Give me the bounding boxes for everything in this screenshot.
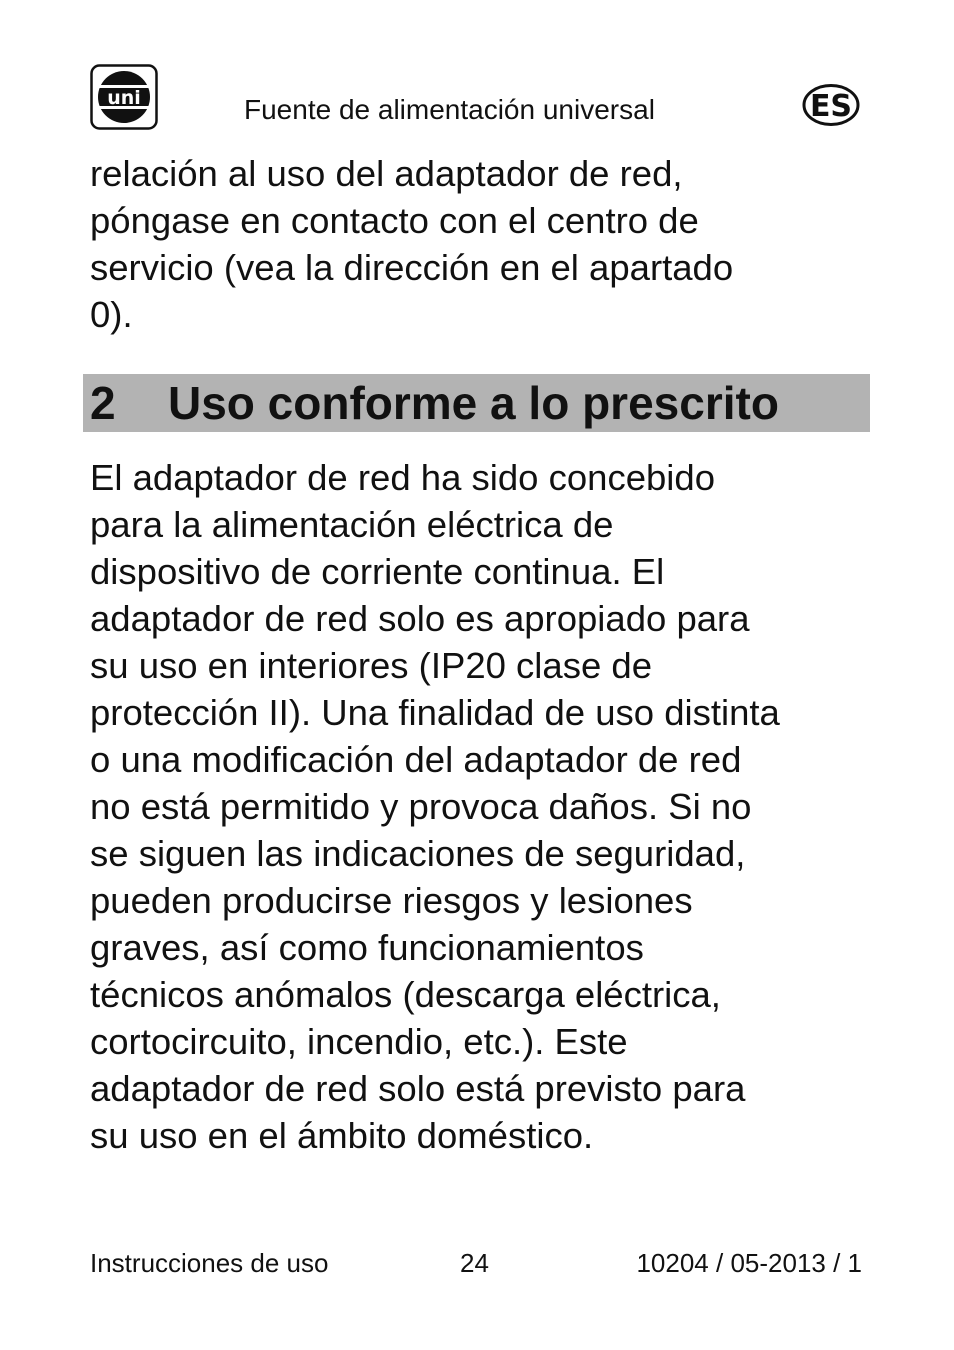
footer-page-number: 24 [460, 1248, 489, 1278]
body-line: protección II). Una finalidad de uso distinta [90, 692, 780, 733]
body-line: se siguen las indicaciones de seguridad, [90, 833, 746, 874]
body-line: cortocircuito, incendio, etc.). Este [90, 1021, 628, 1062]
section-heading [83, 374, 870, 432]
body-paragraph [90, 454, 880, 1159]
body-line: técnicos anómalos (descarga eléctrica, [90, 974, 721, 1015]
body-line: o una modificación del adaptador de red [90, 739, 742, 780]
body-line: no está permitido y provoca daños. Si no [90, 786, 752, 827]
body-line: su uso en el ámbito doméstico. [90, 1115, 594, 1156]
body-line: su uso en interiores (IP20 clase de [90, 645, 653, 686]
intro-paragraph [90, 150, 880, 338]
footer-document-type: Instrucciones de uso [90, 1248, 329, 1278]
intro-line: servicio (vea la dirección en el apartado [90, 247, 734, 288]
body-line: El adaptador de red ha sido concebido [90, 457, 716, 498]
body-line: para la alimentación eléctrica de [90, 504, 614, 545]
body-line: dispositivo de corriente continua. El [90, 551, 665, 592]
body-line: pueden producirse riesgos y lesiones [90, 880, 693, 921]
language-code: ES [809, 89, 853, 124]
logo-text: uni [107, 87, 141, 109]
intro-line: 0). [90, 294, 133, 335]
body-line: adaptador de red solo está previsto para [90, 1068, 746, 1109]
footer-document-code: 10204 / 05-2013 / 1 [636, 1248, 862, 1278]
intro-line: relación al uso del adaptador de red, [90, 153, 683, 194]
language-badge-icon [802, 83, 860, 127]
body-line: graves, así como funcionamientos [90, 927, 644, 968]
body-line: adaptador de red solo es apropiado para [90, 598, 750, 639]
document-header-title: Fuente de alimentación universal [244, 94, 655, 125]
section-number: 2 [90, 377, 116, 429]
uni-logo-icon [90, 64, 158, 130]
section-title: Uso conforme a lo prescrito [168, 377, 779, 429]
intro-line: póngase en contacto con el centro de [90, 200, 699, 241]
